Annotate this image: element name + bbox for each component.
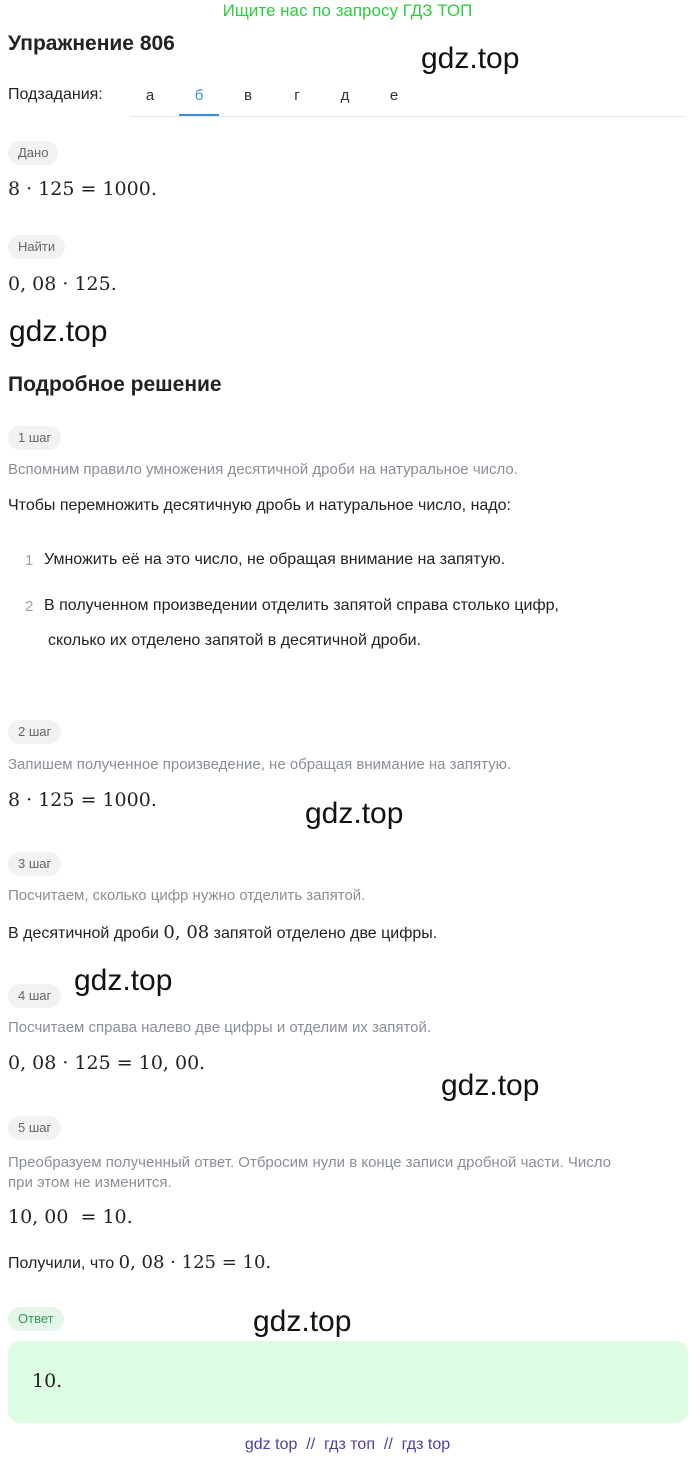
- step-5-result: Получили, что 0, 08 · 125 = 10.: [8, 1252, 272, 1273]
- subtask-tabs: [130, 78, 685, 117]
- step-4-label: 4 шаг: [8, 984, 61, 1008]
- answer-box: [8, 1341, 688, 1423]
- list-item-1-text: Умножить её на это число, не обращая внимание на запятую.: [44, 551, 506, 568]
- step-5-math: 10, 00 = 10.: [8, 1206, 133, 1228]
- given-math: 8 · 125 = 1000.: [8, 178, 157, 200]
- find-math: 0, 08 · 125.: [8, 273, 117, 295]
- step-5-note-line1: Преобразуем полученный ответ. Отбросим нули в конце записи дробной части. Число: [8, 1154, 611, 1171]
- answer-label: Ответ: [8, 1307, 64, 1331]
- step-3-label: 3 шаг: [8, 852, 61, 876]
- step-1-note: Вспомним правило умножения десятичной дроби на натуральное число.: [8, 461, 518, 478]
- step-5-note-line2: при этом не изменится.: [8, 1174, 172, 1191]
- step-3-text: В десятичной дроби 0, 08 запятой отделено две цифры.: [8, 922, 438, 943]
- tab-v[interactable]: в: [244, 87, 252, 104]
- tab-a[interactable]: а: [145, 87, 155, 104]
- tab-b[interactable]: б: [179, 78, 219, 116]
- watermark: gdz.top: [421, 42, 520, 75]
- tab-d[interactable]: д: [340, 87, 350, 104]
- footer-links: gdz top // гдз топ // гдз top: [244, 1436, 451, 1453]
- watermark: gdz.top: [9, 315, 108, 348]
- list-item-2-number: 2: [25, 598, 34, 615]
- watermark: gdz.top: [441, 1069, 540, 1102]
- find-label: Найти: [8, 235, 65, 259]
- list-item-2-text-line1: В полученном произведении отделить запятой справа столько цифр,: [44, 597, 559, 614]
- tab-g[interactable]: г: [294, 87, 300, 104]
- step-4-note: Посчитаем справа налево две цифры и отделим их запятой.: [8, 1019, 432, 1036]
- answer-value: 10.: [32, 1370, 63, 1392]
- step-2-note: Запишем полученное произведение, не обращая внимание на запятую.: [8, 756, 512, 773]
- page-title: Упражнение 806: [8, 32, 175, 55]
- step-2-label: 2 шаг: [8, 720, 61, 744]
- step-2-math: 8 · 125 = 1000.: [8, 789, 157, 811]
- inline-math: 0, 08: [163, 922, 210, 943]
- list-item-1-number: 1: [25, 552, 34, 569]
- tab-e[interactable]: е: [389, 87, 399, 104]
- step-4-math: 0, 08 · 125 = 10, 00.: [8, 1052, 206, 1074]
- subtasks-label: Подзадания:: [8, 86, 103, 103]
- given-label: Дано: [8, 141, 58, 165]
- step-5-label: 5 шаг: [8, 1116, 61, 1140]
- list-item-2-text-line2: сколько их отделено запятой в десятичной дроби.: [48, 632, 421, 649]
- watermark: gdz.top: [74, 964, 173, 997]
- watermark: gdz.top: [305, 797, 404, 830]
- inline-math: 0, 08 · 125 = 10.: [118, 1252, 272, 1273]
- solution-heading: Подробное решение: [8, 373, 222, 396]
- step-1-text: Чтобы перемножить десятичную дробь и натуральное число, надо:: [8, 497, 511, 514]
- watermark: gdz.top: [253, 1305, 352, 1338]
- step-3-note: Посчитаем, сколько цифр нужно отделить запятой.: [8, 887, 366, 904]
- step-1-label: 1 шаг: [8, 426, 61, 450]
- search-banner: Ищите нас по запросу ГДЗ ТОП: [222, 1, 473, 20]
